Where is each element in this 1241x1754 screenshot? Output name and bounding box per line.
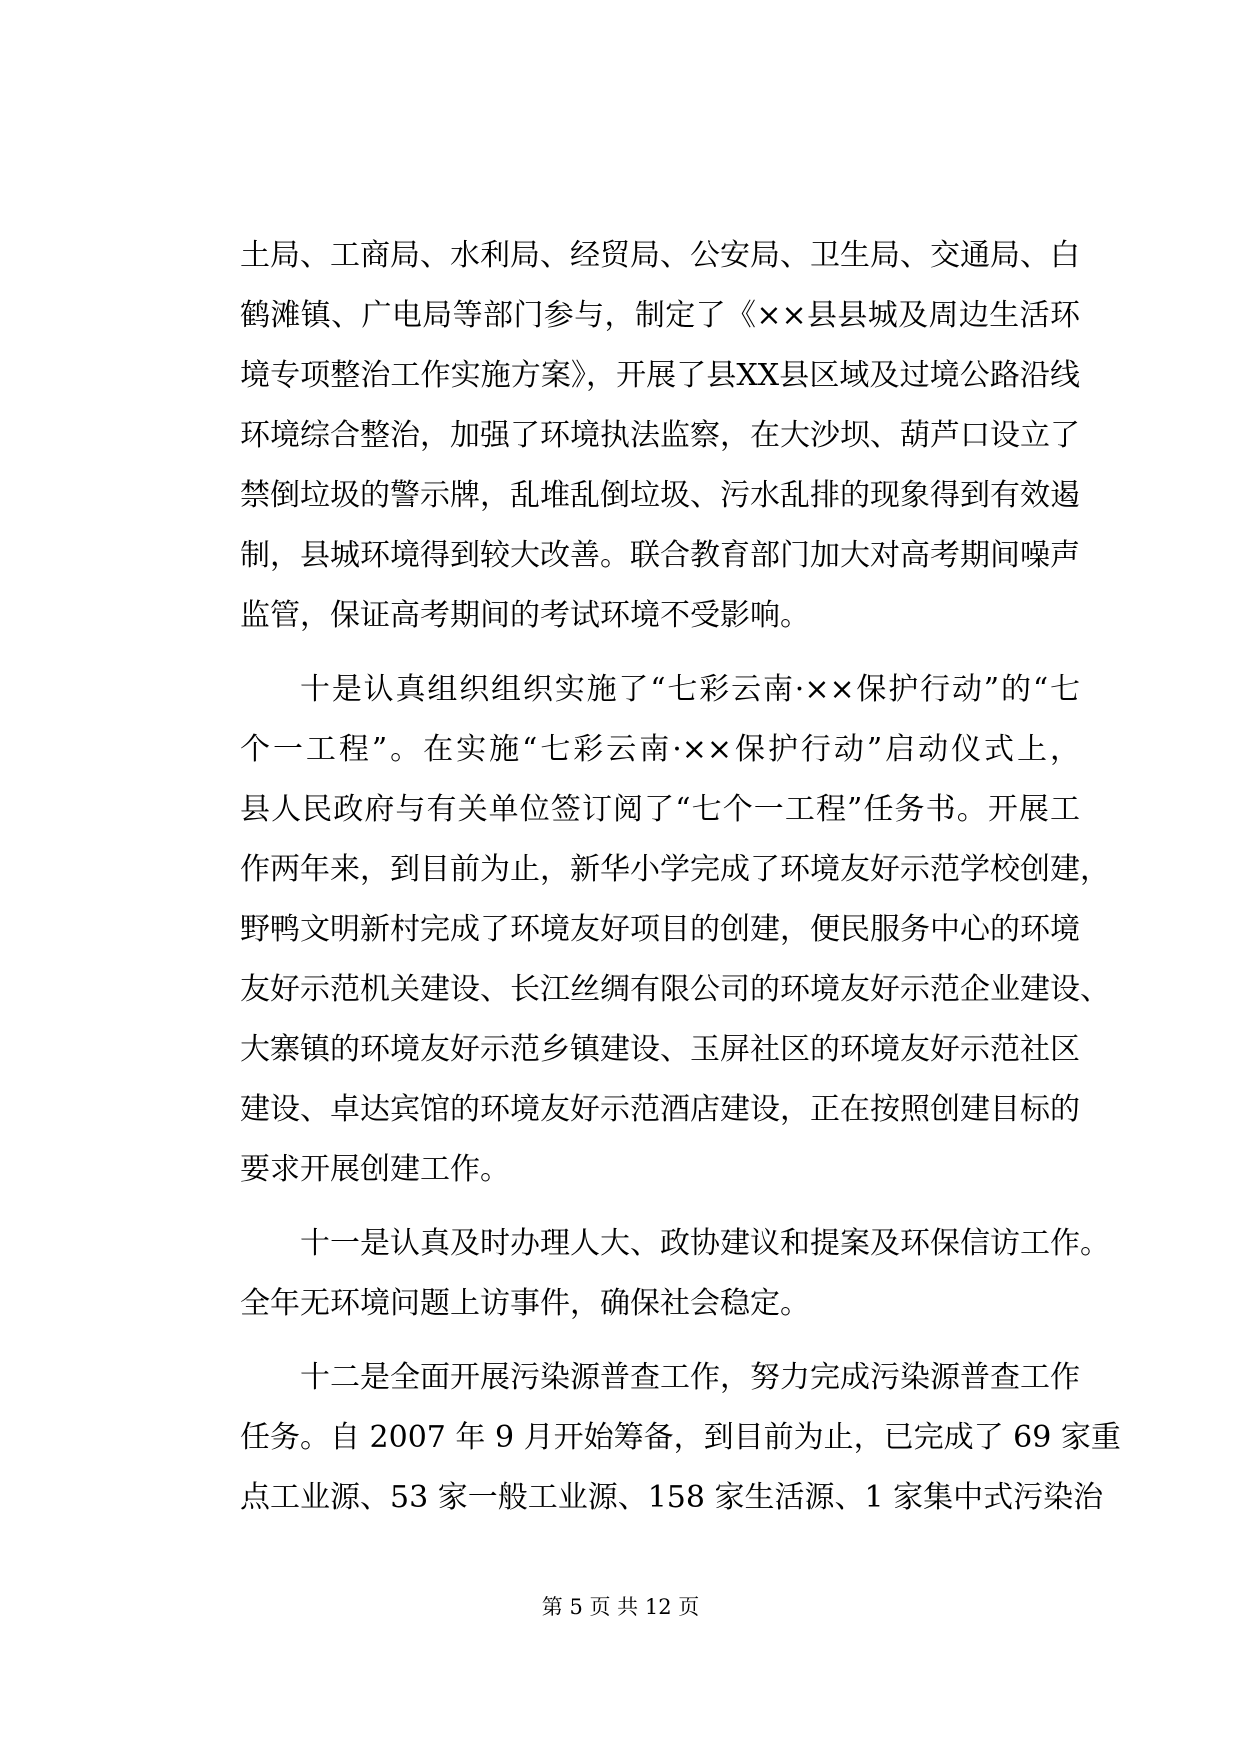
paragraph-start-line: 十一是认真及时办理人大、政协建议和提案及环保信访工作。 [300, 1226, 1110, 1261]
text-line: 全年无环境问题上访事件，确保社会稳定。 [240, 1286, 810, 1321]
text-line: 土局、工商局、水利局、经贸局、公安局、卫生局、交通局、白 [240, 238, 1080, 273]
text-line: 点工业源、53 家一般工业源、158 家生活源、1 家集中式污染治 [240, 1480, 1104, 1515]
paragraph-start-line: 十二是全面开展污染源普查工作，努力完成污染源普查工作 [300, 1360, 1080, 1395]
text-line: 境专项整治工作实施方案》，开展了县XX县区域及过境公路沿线 [240, 358, 1080, 393]
text-line: 任务。自 2007 年 9 月开始筹备，到目前为止，已完成了 69 家重 [240, 1420, 1121, 1455]
paragraph-start-line: 十是认真组织组织实施了“七彩云南·××保护行动”的“七 [300, 672, 1080, 707]
text-line: 县人民政府与有关单位签订阅了“七个一工程”任务书。开展工 [240, 792, 1080, 827]
text-line: 大寨镇的环境友好示范乡镇建设、玉屏社区的环境友好示范社区 [240, 1032, 1080, 1067]
text-line: 野鸭文明新村完成了环境友好项目的创建，便民服务中心的环境 [240, 912, 1080, 947]
text-line: 友好示范机关建设、长江丝绸有限公司的环境友好示范企业建设、 [240, 972, 1110, 1007]
text-line: 建设、卓达宾馆的环境友好示范酒店建设，正在按照创建目标的 [240, 1092, 1080, 1127]
text-line: 监管，保证高考期间的考试环境不受影响。 [240, 598, 810, 633]
text-line: 作两年来，到目前为止，新华小学完成了环境友好示范学校创建， [240, 852, 1110, 887]
text-line: 制，县城环境得到较大改善。联合教育部门加大对高考期间噪声 [240, 538, 1080, 573]
text-line: 个一工程”。在实施“七彩云南·××保护行动”启动仪式上， [240, 732, 1080, 767]
page-number-footer: 第 5 页 共 12 页 [541, 1595, 700, 1619]
text-line: 环境综合整治，加强了环境执法监察，在大沙坝、葫芦口设立了 [240, 418, 1080, 453]
text-line: 禁倒垃圾的警示牌，乱堆乱倒垃圾、污水乱排的现象得到有效遏 [240, 478, 1080, 513]
text-line: 要求开展创建工作。 [240, 1152, 510, 1187]
text-line: 鹤滩镇、广电局等部门参与，制定了《××县县城及周边生活环 [240, 298, 1080, 333]
